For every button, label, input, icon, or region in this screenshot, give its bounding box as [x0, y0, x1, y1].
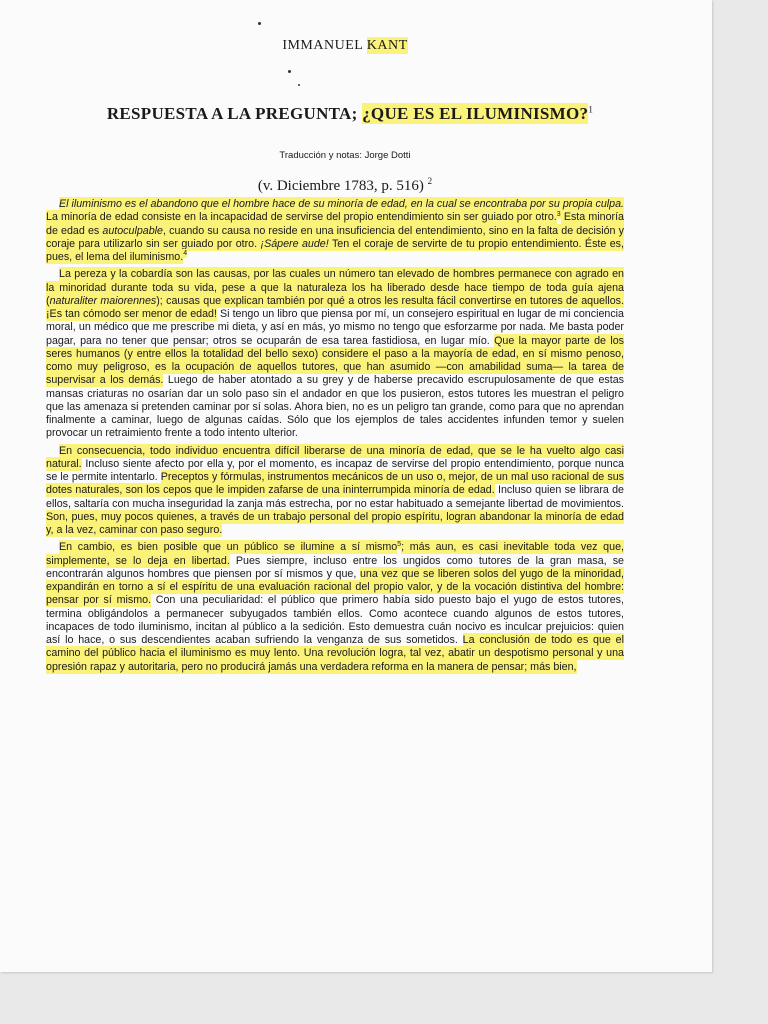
text-segment: Luego de haber atontado a su grey y de haberse precavido escrupulosamente de que estas mansas criaturas no osarían dar un solo paso sin el andador en que los pusieron, estos tutores les muestran el peligro que las amenaza si pretenden caminar por sí solas. Ahora bien, no es un peligro tan grande, como para que no aprendan finalmente a caminar, luego de algunas caídas. Sólo que los ejemplos de tales accidentes infunden temor y suelen provocar un retraimiento frente a todo intento ulterior. [46, 374, 624, 440]
footnote-marker: 1 [588, 104, 594, 115]
highlighted-text: Esta minoría de edad es [46, 211, 624, 237]
text-segment: Incluso quien se librara de ellos, saltaría con mucha inseguridad la zanja más estrecha, por no estar habituado a semejante libertad de movimientos. [46, 484, 624, 510]
highlighted-text: autoculpable [102, 224, 163, 237]
highlighted-text: En cambio, es bien posible que un público se ilumine a sí mismo [59, 541, 398, 554]
text-segment: Pues siempre, incluso entre los ungidos como tutores de la gran masa, se encontrarán algunos hombres que piensen por sí mismos y que, [46, 554, 624, 580]
text-segment: Si tengo un libro que piensa por mí, un consejero espiritual en lugar de mi conciencia moral, un médico que me prescribe mi dieta, y así en más, yo mismo no tengo que esforzarme por nada. Me basta poder pagar, para no tener que pensar; otros se ocuparán de esa tarea fastidiosa, en lugar mío. [46, 308, 624, 347]
footnote-marker: 2 [427, 176, 433, 186]
translation-credits: Traducción y notas: Jorge Dotti [279, 150, 411, 161]
document-title: RESPUESTA A LA PREGUNTA; ¿QUE ES EL ILUMINISMO?$^1$ [106, 104, 594, 123]
highlighted-text: La pereza y la cobardía son las causas, por las cuales un número tan elevado de hombres permanece con agrado en la minoridad durante toda su vida, pese a que la naturaleza los ha liberado desde hace tiempo de toda guía ajena ( [46, 268, 624, 307]
footnote-marker: 4 [183, 250, 188, 258]
text-segment: Con una peculiaridad: el público que primero había sido puesto bajo el yugo de estos tutores, termina obligándolos a permanecer subyugados también ellos. Como acontece cuando algunos de estos tutores, incapaces de todo iluminismo, incitan al público a la sedición. Esto demuestra cuán nocivo es inculcar prejuicios: quien así lo hace, o sus descendientes acaban sufriendo la venganza de sus sometidos. [46, 594, 624, 646]
scan-speck [258, 22, 261, 25]
highlighted-text: ¡Sápere aude! [260, 237, 329, 250]
highlighted-text: ; más aun, es casi inevitable toda vez que, simplemente, se lo deja en libertad. [46, 541, 624, 567]
highlighted-text: Ten el coraje de servirte de tu propio entendimiento. Éste es, pues, el lema del iluminismo. [46, 237, 625, 263]
scan-speck [298, 84, 300, 86]
highlighted-text: ); causas que explican también por qué a otros les resulta fácil convertirse en tutores de aquellos. ¡Es tan cómodo ser menor de edad! [46, 294, 624, 320]
scan-speck [288, 70, 291, 73]
paragraph [46, 268, 624, 440]
highlighted-text: Preceptos y fórmulas, instrumentos mecánicos de un uso o, mejor, de un mal uso racional de sus dotes naturales, son los cepos que le impiden zafarse de una ininterrumpida minoría de edad. [46, 471, 624, 497]
text-segment: Incluso siente afecto por ella y, por el momento, es incapaz de servirse del propio entendimiento, porque nunca se le permite intentarlo. [46, 457, 624, 483]
highlighted-text: Son, pues, muy pocos quienes, a través de un trabajo personal del propio espíritu, logran abandonar la minoría de edad y, a la vez, caminar con paso seguro. [46, 510, 624, 536]
paragraph [46, 198, 624, 264]
paragraph [46, 445, 624, 538]
paragraph [46, 541, 624, 674]
highlighted-text: En consecuencia, todo individuo encuentra difícil liberarse de una minoría de edad, que se le ha vuelto algo casi natural. [46, 444, 624, 470]
highlighted-text: Que la mayor parte de los seres humanos (y entre ellos la totalidad del bello sexo) considere el paso a la mayoría de edad, en sí mismo penoso, como muy peligroso, es la ocupación de aquellos tutores, que han asumido —con amabilidad suma— la tarea de supervisar a los demás. [46, 334, 624, 387]
edition-date: (v. Diciembre 1783, p. 516) $^2$ [257, 176, 433, 194]
highlighted-text: , cuando su causa no reside en una insuficiencia del entendimiento, sino en la falta de decisión y coraje para utilizarlo sin ser guiado por otro. [46, 224, 624, 250]
highlighted-text: La minoría de edad consiste en la incapacidad de servirse del propio entendimiento sin ser guiado por otro. [46, 211, 557, 224]
highlighted-text: El iluminismo es el abandono que el hombre hace de su minoría de edad, en la cual se encontraba por su propia culpa. [59, 198, 625, 210]
highlighted-text: naturaliter maiorennes [49, 294, 157, 307]
body-text [46, 198, 624, 678]
highlighted-text: La conclusión de todo es que el camino del público hacia el iluminismo es muy lento. Una revolución logra, tal vez, abatir un despotismo personal y una opresión rapaz y autoritaria, pero no producirá jamás una verdadera reforma en la manera de pensar; más bien, [46, 634, 624, 673]
footnote-marker: 5 [397, 540, 402, 548]
author-name: IMMANUEL KANT [282, 38, 408, 53]
footnote-marker: 3 [556, 210, 561, 218]
highlighted-text: una vez que se liberen solos del yugo de la minoridad, expandirán en torno a sí el espíritu de una evaluación racional del propio valor, y de la vocación distintiva del hombre: pensar por sí mismo. [46, 567, 624, 607]
